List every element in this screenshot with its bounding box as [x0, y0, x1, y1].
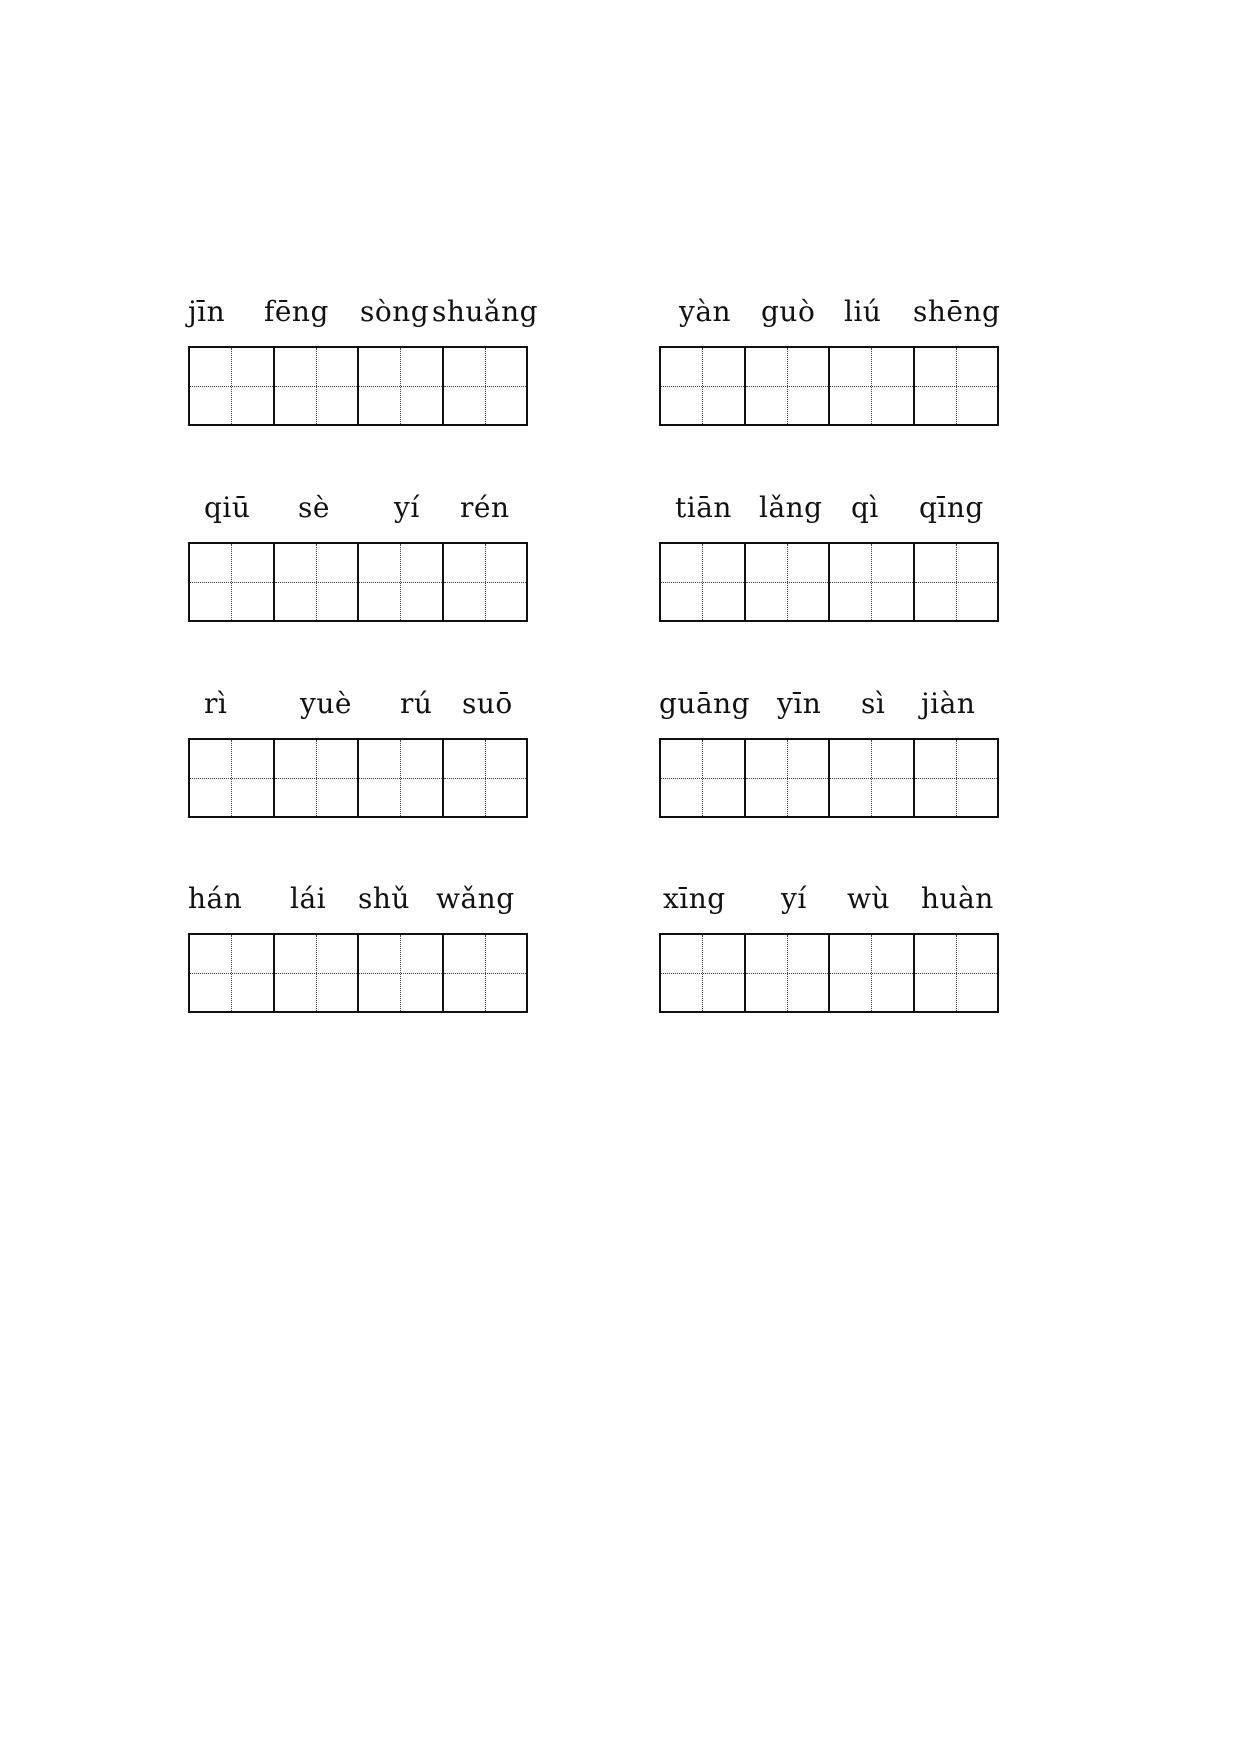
- pinyin-syllable: liú: [844, 295, 882, 328]
- character-box[interactable]: [915, 348, 998, 424]
- guide-line-horizontal: [275, 778, 358, 779]
- guide-line-horizontal: [359, 386, 442, 387]
- pinyin-syllable: sì: [861, 687, 886, 720]
- guide-line-horizontal: [830, 973, 913, 974]
- character-box[interactable]: [275, 348, 360, 424]
- guide-line-horizontal: [661, 582, 744, 583]
- guide-line-horizontal: [661, 973, 744, 974]
- character-box[interactable]: [746, 740, 831, 816]
- character-box[interactable]: [661, 740, 746, 816]
- pinyin-syllable: lái: [290, 882, 327, 915]
- pinyin-syllable: yuè: [300, 687, 352, 720]
- pinyin-syllable: wǎng: [436, 882, 515, 915]
- character-box[interactable]: [915, 935, 998, 1011]
- guide-line-horizontal: [359, 973, 442, 974]
- guide-line-horizontal: [190, 778, 273, 779]
- pinyin-row: [659, 486, 1001, 530]
- tian-ge-row: [188, 346, 528, 426]
- tian-ge-row: [659, 542, 999, 622]
- pinyin-syllable: yàn: [679, 295, 732, 328]
- phrase-group-4: [659, 486, 1001, 626]
- pinyin-syllable: tiān: [675, 491, 732, 524]
- character-box[interactable]: [190, 544, 275, 620]
- pinyin-syllable: yīn: [777, 687, 822, 720]
- tian-ge-row: [188, 542, 528, 622]
- pinyin-row: [188, 877, 530, 921]
- pinyin-syllable: shǔ: [358, 882, 410, 915]
- pinyin-syllable: yí: [781, 882, 807, 915]
- guide-line-horizontal: [830, 582, 913, 583]
- pinyin-syllable: guāng: [659, 687, 751, 720]
- pinyin-row: [659, 877, 1001, 921]
- pinyin-syllable: qì: [851, 491, 879, 524]
- guide-line-horizontal: [915, 582, 998, 583]
- character-box[interactable]: [444, 544, 527, 620]
- guide-line-horizontal: [746, 386, 829, 387]
- pinyin-syllable: xīng: [663, 882, 726, 915]
- pinyin-row: [659, 290, 1001, 334]
- pinyin-syllable: sòng: [360, 295, 430, 328]
- pinyin-row: [659, 682, 1001, 726]
- pinyin-row: [188, 682, 530, 726]
- pinyin-syllable: fēng: [264, 295, 329, 328]
- character-box[interactable]: [444, 348, 527, 424]
- character-box[interactable]: [830, 740, 915, 816]
- character-box[interactable]: [661, 348, 746, 424]
- character-box[interactable]: [661, 935, 746, 1011]
- guide-line-horizontal: [190, 582, 273, 583]
- character-box[interactable]: [359, 740, 444, 816]
- character-box[interactable]: [275, 935, 360, 1011]
- character-box[interactable]: [275, 544, 360, 620]
- guide-line-horizontal: [661, 778, 744, 779]
- character-box[interactable]: [830, 544, 915, 620]
- pinyin-syllable: suō: [462, 687, 513, 720]
- guide-line-horizontal: [275, 973, 358, 974]
- pinyin-syllable: rú: [400, 687, 433, 720]
- character-box[interactable]: [444, 740, 527, 816]
- pinyin-row: [188, 486, 530, 530]
- guide-line-horizontal: [830, 386, 913, 387]
- character-box[interactable]: [190, 348, 275, 424]
- guide-line-horizontal: [444, 386, 527, 387]
- pinyin-syllable: qiū: [204, 491, 251, 524]
- pinyin-syllable: qīng: [919, 491, 984, 524]
- character-box[interactable]: [830, 348, 915, 424]
- guide-line-horizontal: [275, 582, 358, 583]
- guide-line-horizontal: [190, 973, 273, 974]
- pinyin-syllable: rì: [204, 687, 228, 720]
- guide-line-horizontal: [444, 582, 527, 583]
- guide-line-horizontal: [746, 973, 829, 974]
- tian-ge-row: [188, 738, 528, 818]
- phrase-group-7: [188, 877, 530, 1017]
- character-box[interactable]: [830, 935, 915, 1011]
- pinyin-syllable: shuǎng: [432, 295, 539, 328]
- character-box[interactable]: [359, 935, 444, 1011]
- character-box[interactable]: [746, 348, 831, 424]
- pinyin-syllable: shēng: [913, 295, 1001, 328]
- pinyin-syllable: lǎng: [759, 491, 823, 524]
- character-box[interactable]: [359, 544, 444, 620]
- pinyin-syllable: wù: [847, 882, 890, 915]
- character-box[interactable]: [915, 544, 998, 620]
- guide-line-horizontal: [359, 582, 442, 583]
- guide-line-horizontal: [746, 582, 829, 583]
- guide-line-horizontal: [275, 386, 358, 387]
- guide-line-horizontal: [444, 973, 527, 974]
- character-box[interactable]: [359, 348, 444, 424]
- pinyin-syllable: hán: [188, 882, 243, 915]
- phrase-group-6: [659, 682, 1001, 822]
- tian-ge-row: [188, 933, 528, 1013]
- pinyin-syllable: jīn: [188, 295, 226, 328]
- guide-line-horizontal: [915, 386, 998, 387]
- pinyin-syllable: rén: [460, 491, 510, 524]
- character-box[interactable]: [746, 935, 831, 1011]
- character-box[interactable]: [444, 935, 527, 1011]
- character-box[interactable]: [661, 544, 746, 620]
- character-box[interactable]: [190, 935, 275, 1011]
- guide-line-horizontal: [830, 778, 913, 779]
- character-box[interactable]: [275, 740, 360, 816]
- guide-line-horizontal: [444, 778, 527, 779]
- guide-line-horizontal: [915, 973, 998, 974]
- phrase-group-3: [188, 486, 530, 626]
- tian-ge-row: [659, 933, 999, 1013]
- phrase-group-5: [188, 682, 530, 822]
- phrase-group-1: [188, 290, 539, 430]
- character-box[interactable]: [190, 740, 275, 816]
- guide-line-horizontal: [915, 778, 998, 779]
- pinyin-row: [188, 290, 539, 334]
- pinyin-syllable: yí: [394, 491, 420, 524]
- pinyin-syllable: sè: [298, 491, 330, 524]
- guide-line-horizontal: [661, 386, 744, 387]
- guide-line-horizontal: [746, 778, 829, 779]
- tian-ge-row: [659, 346, 999, 426]
- character-box[interactable]: [746, 544, 831, 620]
- pinyin-syllable: huàn: [921, 882, 994, 915]
- pinyin-syllable: guò: [761, 295, 816, 328]
- guide-line-horizontal: [190, 386, 273, 387]
- guide-line-horizontal: [359, 778, 442, 779]
- phrase-group-8: [659, 877, 1001, 1017]
- character-box[interactable]: [915, 740, 998, 816]
- tian-ge-row: [659, 738, 999, 818]
- phrase-group-2: [659, 290, 1001, 430]
- pinyin-syllable: jiàn: [921, 687, 976, 720]
